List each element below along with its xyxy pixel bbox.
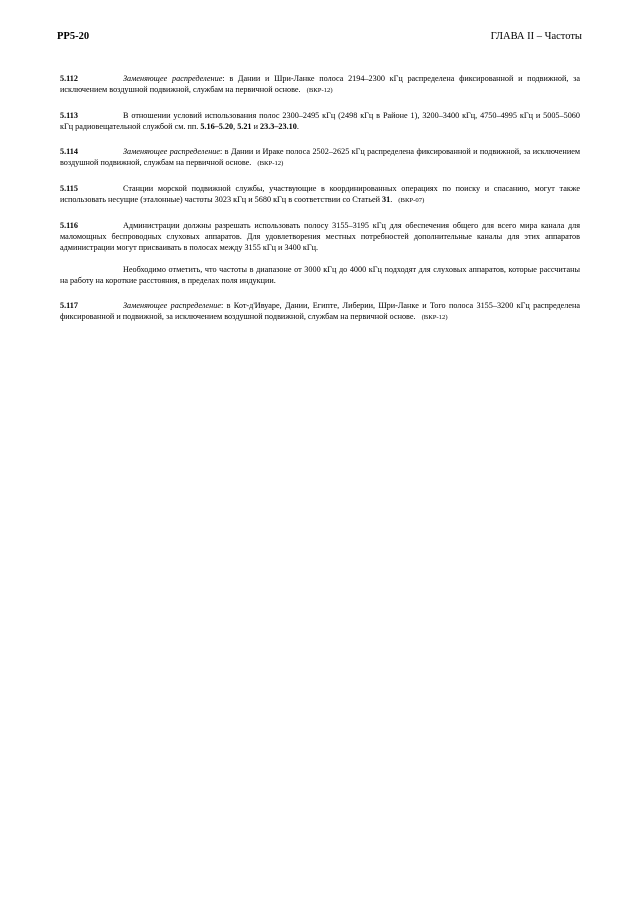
provision-ref: 23.10 — [278, 122, 297, 131]
article-ref: 31 — [382, 195, 391, 204]
paragraph-text: Станции морской подвижной службы, участвующие в координированных операциях по поиску и спасанию, могут также использовать несущие (эталонные) частоты 3023 кГц и 5680 кГц в соответствии со Статьей — [60, 184, 580, 204]
paragraph-number: 5.112 — [60, 74, 78, 83]
provision-ref: 23.3 — [260, 122, 275, 131]
period: . — [296, 122, 299, 131]
revision-reference: (ВКР-07) — [398, 197, 425, 204]
provision-ref: 5.20 — [218, 122, 234, 131]
document-body — [60, 73, 580, 337]
page-header — [57, 30, 582, 44]
paragraph-5-116-note — [60, 264, 580, 286]
paragraph-text: В отношении условий использования полос 2300–2495 кГц (2498 кГц в Районе 1), 3200–3400 кГц, 4750–4995 кГц и 5005–5060 кГц радиовещательной службой см. пп. — [60, 111, 580, 131]
paragraph-5-114 — [60, 146, 580, 169]
document-code: РР5-20 — [57, 31, 90, 42]
provision-dash: – — [274, 122, 279, 131]
revision-reference: (ВКР-12) — [257, 160, 284, 167]
chapter-title: ГЛАВА II – Частоты — [490, 31, 582, 42]
paragraph-5-115 — [60, 183, 580, 206]
paragraph-number: 5.115 — [60, 184, 78, 193]
conjunction: и — [251, 122, 260, 131]
emphasis-text: Заменяющее распределение — [123, 147, 221, 156]
paragraph-text: : в Дании и Шри-Ланке полоса 2194–2300 кГц распределена фиксированной и подвижной, за исключением воздушной подвижной, службам на первичной основе. — [60, 74, 580, 94]
paragraph-5-117 — [60, 300, 580, 323]
paragraph-text: : в Кот-д'Ивуаре, Дании, Египте, Либерии, Шри-Ланке и Того полоса 3155–3200 кГц распределена фиксированной и подвижной, за исключением воздушной подвижной, службам на первичной основе. — [60, 301, 581, 321]
provision-ref: 5.21 — [237, 122, 252, 131]
paragraph-text: : в Дании и Ираке полоса 2502–2625 кГц распределена фиксированной и подвижной, за исключением воздушной подвижной, службам на первичной основе. — [60, 147, 581, 167]
paragraph-number: 5.114 — [60, 147, 78, 156]
emphasis-text: Заменяющее распределение — [123, 74, 223, 83]
paragraph-5-112 — [60, 73, 580, 96]
paragraph-text: Администрации должны разрешать использовать полосу 3155–3195 кГц для обеспечения общего для всего мира канала для маломощных беспроводных слуховых аппаратов. Для удовлетворения местных потребностей дополнительные каналы для этих аппаратов администрации могут присваивать в полосах между 3155 кГц и 3400 кГц. — [60, 221, 580, 252]
paragraph-number: 5.113 — [60, 111, 78, 120]
separator: , — [233, 122, 238, 131]
emphasis-text: Заменяющее распределение — [123, 301, 221, 310]
paragraph-5-116 — [60, 220, 580, 253]
provision-ref: 5.16 — [200, 122, 215, 131]
provision-dash: – — [214, 122, 219, 131]
period: . — [390, 195, 393, 204]
paragraph-number: 5.116 — [60, 221, 78, 230]
paragraph-number: 5.117 — [60, 301, 78, 310]
revision-reference: (ВКР-12) — [306, 87, 333, 94]
revision-reference: (ВКР-12) — [421, 314, 448, 321]
paragraph-5-113 — [60, 110, 580, 132]
paragraph-text: Необходимо отметить, что частоты в диапазоне от 3000 кГц до 4000 кГц подходят для слуховых аппаратов, которые рассчитаны на работу на короткие расстояния, в пределах поля индукции. — [60, 265, 580, 285]
